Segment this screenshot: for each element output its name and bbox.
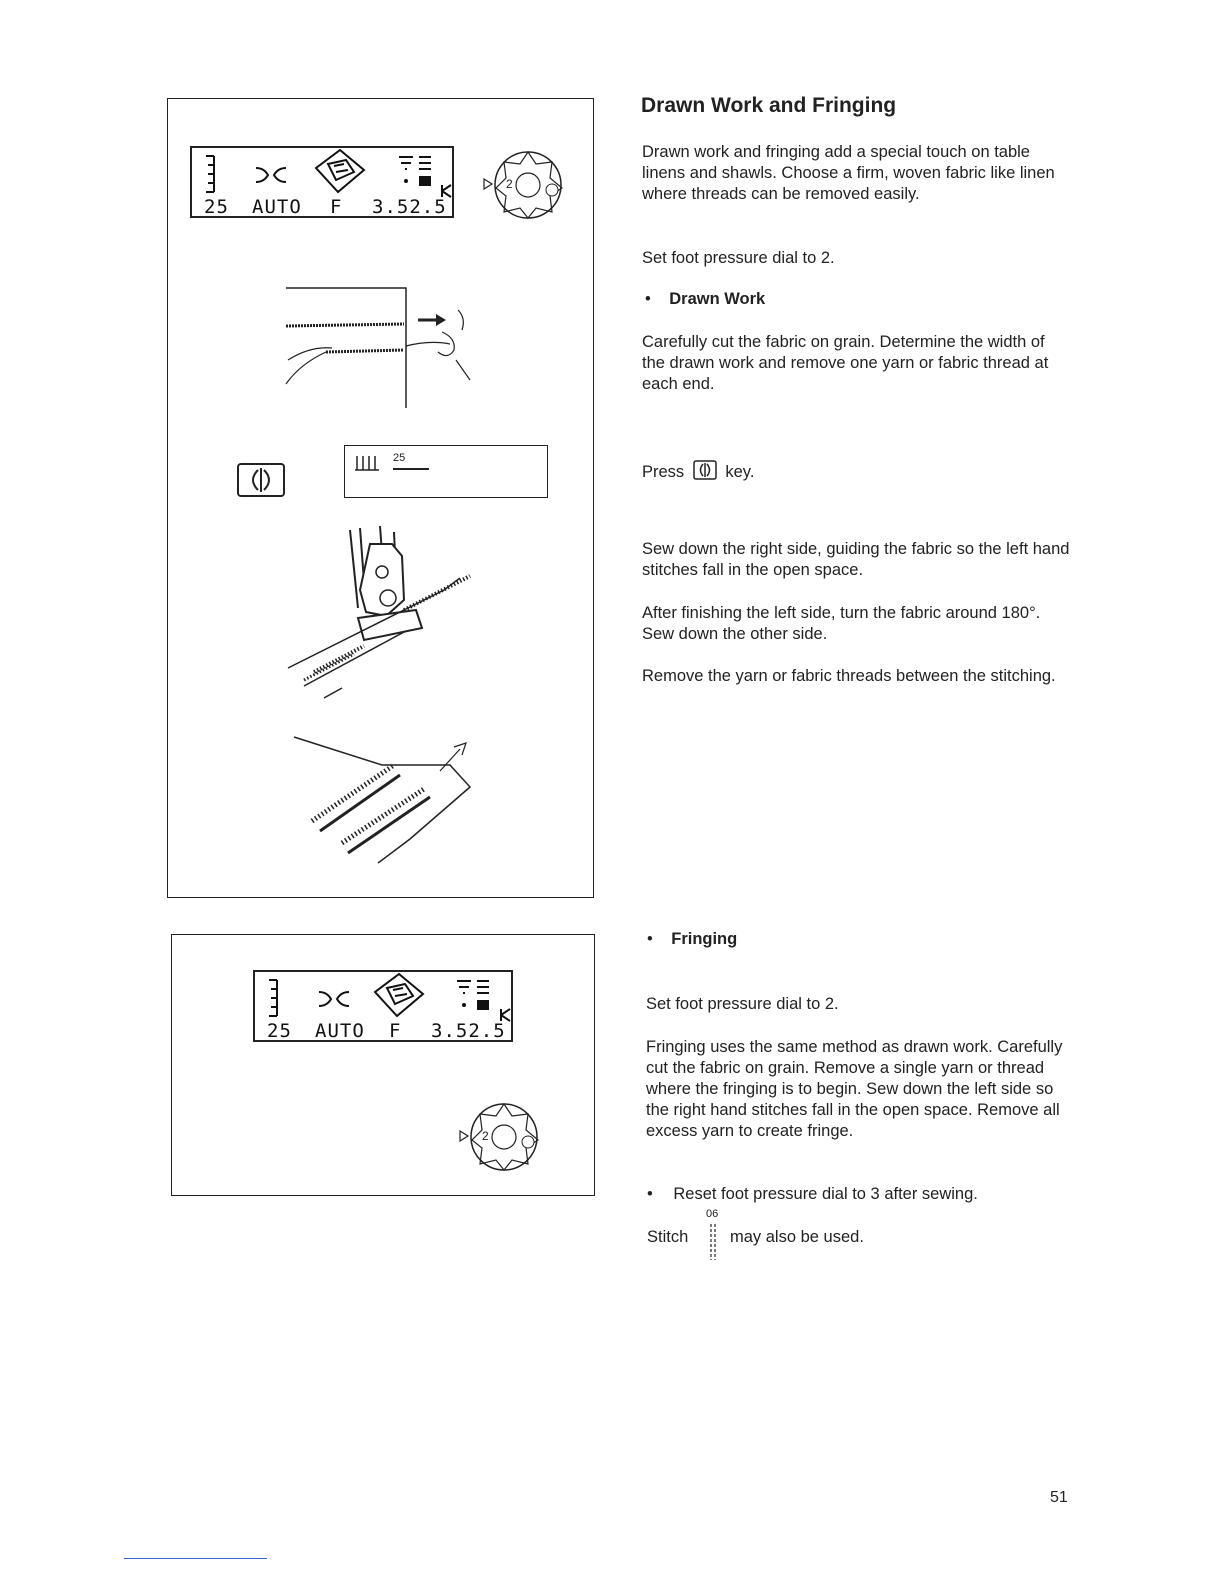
lcd-settings: 3.52.5 — [431, 1020, 506, 1042]
drawn-work-result-illustration — [290, 735, 490, 865]
mini-lcd-underline — [393, 468, 429, 470]
pressure-dial-bottom — [456, 1100, 546, 1174]
bullet: • — [647, 1185, 653, 1203]
stitch-symbol-icon — [709, 1222, 717, 1262]
needle-position-icon — [353, 452, 383, 474]
stitch-width-icon — [265, 978, 285, 1018]
lcd-display-bottom — [253, 970, 513, 1042]
drawn-work-heading — [645, 290, 765, 309]
key-text: key. — [725, 463, 755, 481]
fabric-thread-illustration — [270, 280, 490, 410]
bullet: • — [647, 930, 653, 948]
page-number: 51 — [1050, 1489, 1068, 1506]
reset-text: Reset foot pressure dial to 3 after sewing. — [673, 1185, 978, 1203]
mini-lcd — [344, 445, 548, 498]
stitch-text: Stitch — [647, 1228, 689, 1246]
drawn-work-step2: Sew down the right side, guiding the fabric so the left hand stitches fall in the open space. — [642, 540, 1070, 579]
drawn-work-step4: Remove the yarn or fabric threads between the stitching. — [642, 667, 1056, 685]
footer-rule — [124, 1558, 267, 1559]
fringing-set-pressure: Set foot pressure dial to 2. — [646, 995, 839, 1013]
presser-foot-icon — [369, 972, 429, 1018]
fringing-heading — [647, 930, 737, 949]
fringing-title: Fringing — [671, 930, 738, 948]
dial-value: 2 — [482, 1129, 489, 1143]
bullet: • — [645, 290, 651, 308]
needle-key-illustration — [236, 462, 286, 498]
set-pressure-text: Set foot pressure dial to 2. — [642, 249, 835, 267]
tension-bars-icon — [397, 154, 437, 190]
drawn-work-title: Drawn Work — [669, 290, 766, 308]
tension-bars-icon — [455, 978, 495, 1014]
lcd-foot: F — [330, 196, 343, 218]
pressure-dial-icon — [480, 148, 570, 222]
lcd-stitch-number: 25 — [267, 1020, 292, 1042]
lcd-mode: AUTO — [252, 196, 302, 218]
stitch-alt-line — [647, 1208, 947, 1264]
dial-value: 2 — [506, 177, 513, 191]
pressure-dial-icon — [456, 1100, 546, 1174]
double-needle-key-icon — [236, 462, 286, 498]
stitch-after-text: may also be used. — [730, 1228, 864, 1246]
lcd-stitch-number: 25 — [204, 196, 229, 218]
intro-paragraph: Drawn work and fringing add a special touch on table linens and shawls. Choose a firm, woven fabric like linen where threads can be removed easily. — [642, 143, 1055, 203]
pressure-dial-top — [480, 148, 570, 222]
press-key-line — [642, 460, 754, 482]
lcd-settings: 3.52.5 — [372, 196, 447, 218]
page-title: Drawn Work and Fringing — [641, 94, 897, 117]
stitch-width-icon — [202, 154, 222, 194]
drawn-work-step1: Carefully cut the fabric on grain. Determine the width of the drawn work and remove one yarn or fabric thread at each end. — [642, 333, 1049, 393]
fringing-step1: Fringing uses the same method as drawn work. Carefully cut the fabric on grain. Remove a single yarn or thread where the fringing is to begin. Sew down the left side so the right hand stitches fall in the open space. Remove all excess yarn to create fringe. — [646, 1038, 1063, 1140]
reset-pressure-line — [647, 1185, 978, 1204]
presser-foot-sewing-illustration — [284, 520, 484, 700]
lcd-mode: AUTO — [315, 1020, 365, 1042]
double-needle-key-icon — [693, 460, 717, 480]
stitch-pattern-icon — [254, 162, 288, 188]
stitch-pattern-icon — [317, 986, 351, 1012]
press-text: Press — [642, 463, 685, 481]
stitch-number: 06 — [706, 1208, 719, 1220]
mini-lcd-stitch-number: 25 — [393, 452, 406, 464]
lcd-display-top — [190, 146, 454, 218]
lcd-foot: F — [389, 1020, 402, 1042]
drawn-work-step3: After finishing the left side, turn the fabric around 180°. Sew down the other side. — [642, 604, 1041, 643]
presser-foot-icon — [310, 148, 370, 194]
